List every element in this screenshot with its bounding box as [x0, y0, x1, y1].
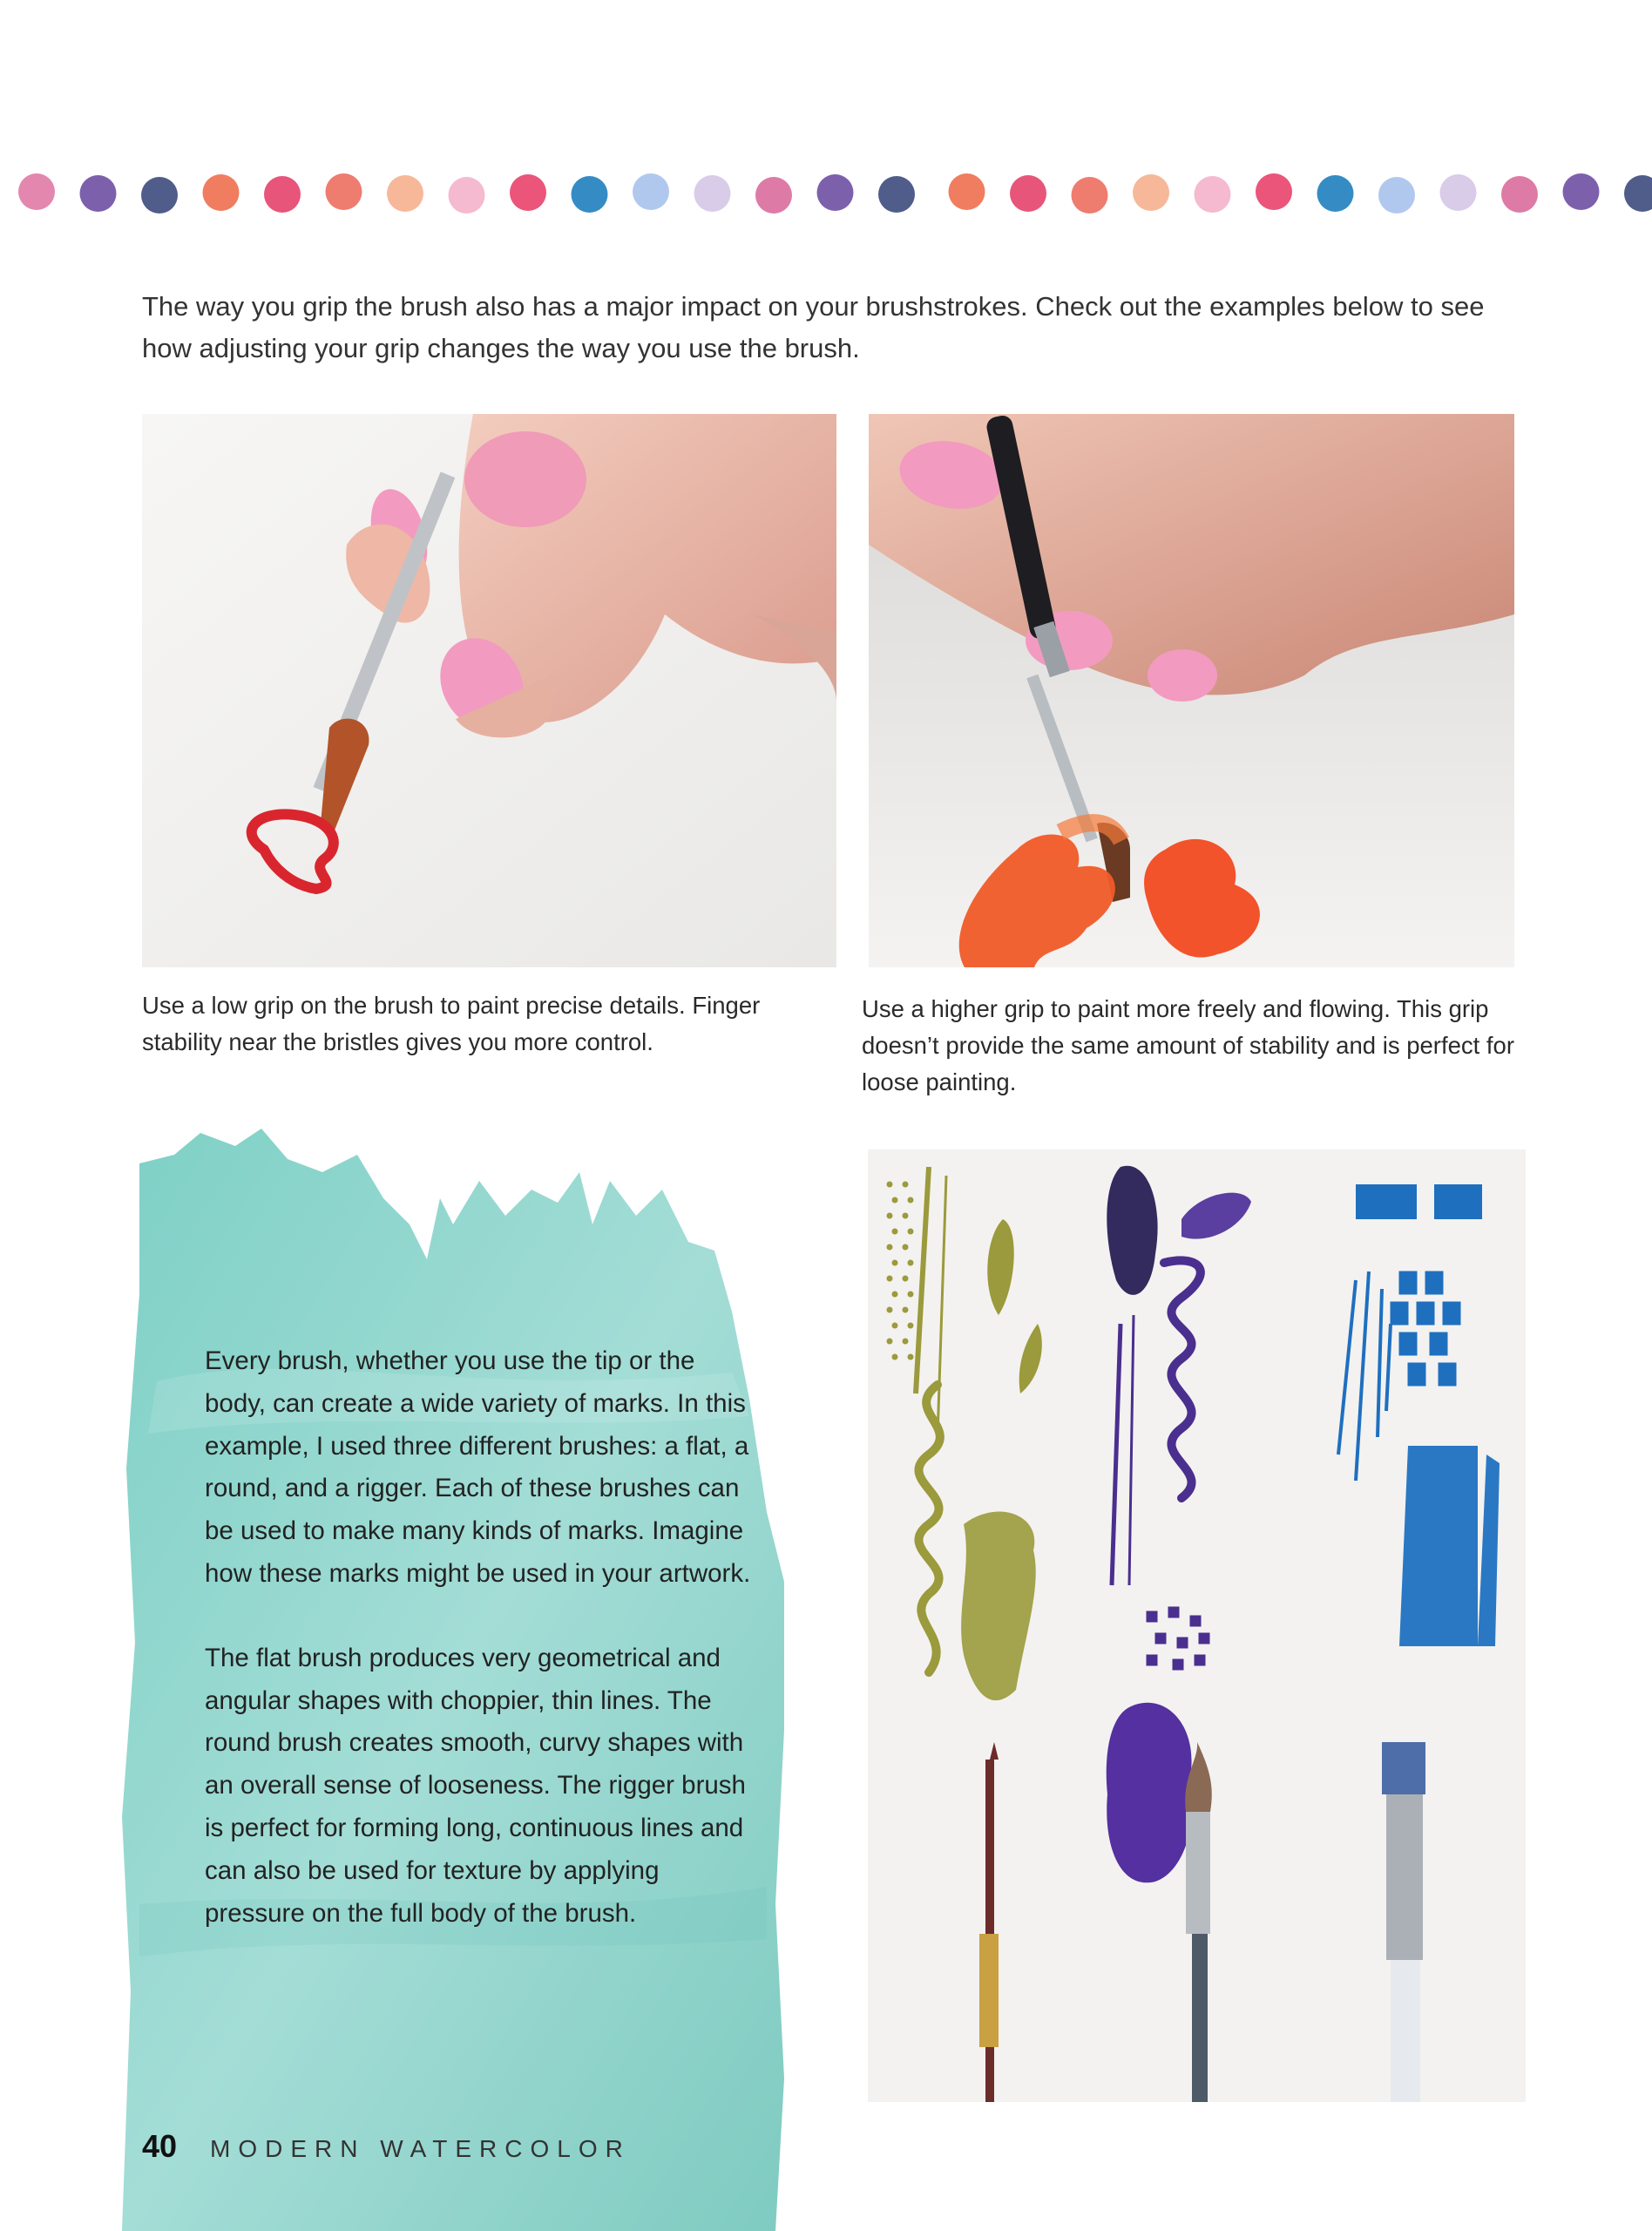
- olive-texture-dot: [887, 1339, 892, 1344]
- page-footer: [142, 2128, 631, 2172]
- olive-texture-dot: [908, 1323, 913, 1328]
- palette-dot: [203, 174, 240, 211]
- palette-dot: [510, 174, 546, 211]
- low-grip-caption: Use a low grip on the brush to paint precise details. Finger stability near the bristles gives you more control.: [142, 992, 761, 1055]
- olive-texture-dot: [903, 1276, 908, 1281]
- palette-dot: [633, 173, 669, 210]
- olive-texture-dot: [903, 1213, 908, 1218]
- purple-dab: [1147, 1611, 1157, 1622]
- palette-dot: [326, 173, 362, 210]
- palette-dot: [141, 177, 178, 214]
- palette-dot: [1440, 174, 1477, 211]
- palette-dot: [1378, 177, 1415, 214]
- palette-dot: [949, 173, 985, 210]
- purple-dab: [1155, 1633, 1166, 1644]
- palette-dots-graphic: [0, 166, 1652, 227]
- body-paragraph-1: Every brush, whether you use the tip or the body, can create a wide variety of marks. In this example, I used three different brushes: a flat, a round, and a rigger. Each of these brushes can be used to make many kinds of marks. Imagine how these marks might be used in your artwork.: [205, 1346, 751, 1588]
- brush-marks-text: [205, 1340, 762, 1977]
- palette-dot: [817, 174, 854, 211]
- palette-dot: [18, 173, 55, 210]
- palette-dot: [1010, 175, 1046, 212]
- olive-texture-dot: [892, 1292, 897, 1297]
- palette-dot: [1563, 173, 1600, 210]
- blue-square-mark: [1430, 1332, 1447, 1355]
- purple-dab: [1177, 1638, 1188, 1648]
- purple-dab: [1199, 1633, 1209, 1644]
- palette-dot: [755, 177, 792, 214]
- intro-paragraph: The way you grip the brush also has a major impact on your brushstrokes. Check out the examples below to see how adjusting your grip changes the way you use the brush.: [142, 291, 1485, 363]
- olive-texture-dot: [887, 1276, 892, 1281]
- blue-square-mark: [1443, 1302, 1460, 1325]
- olive-texture-dot: [892, 1197, 897, 1203]
- palette-dot: [1072, 177, 1108, 214]
- olive-texture-dot: [892, 1260, 897, 1265]
- blue-square-mark: [1408, 1363, 1425, 1386]
- olive-texture-dot: [908, 1292, 913, 1297]
- olive-texture-dot: [892, 1323, 897, 1328]
- olive-texture-dot: [887, 1307, 892, 1312]
- olive-texture-dot: [892, 1354, 897, 1360]
- palette-dot: [1624, 175, 1652, 212]
- palette-dot: [449, 177, 485, 214]
- palette-dot: [1256, 173, 1292, 210]
- olive-texture-dot: [903, 1244, 908, 1250]
- purple-dab: [1195, 1655, 1205, 1665]
- olive-texture-dot: [887, 1213, 892, 1218]
- olive-texture-dot: [908, 1260, 913, 1265]
- olive-texture-dot: [887, 1182, 892, 1187]
- brush-marks-photo: [868, 1149, 1526, 2102]
- book-title: MODERN WATERCOLOR: [210, 2135, 631, 2162]
- olive-texture-dot: [903, 1339, 908, 1344]
- purple-dab: [1168, 1607, 1179, 1617]
- blue-square-mark: [1391, 1302, 1408, 1325]
- blue-square-mark: [1439, 1363, 1456, 1386]
- palette-dot: [694, 175, 731, 212]
- olive-texture-dot: [887, 1244, 892, 1250]
- palette-dot-row: [0, 166, 1652, 227]
- olive-texture-dot: [908, 1354, 913, 1360]
- palette-dot: [1501, 176, 1538, 213]
- palette-dot: [1195, 176, 1231, 213]
- palette-dot: [80, 175, 117, 212]
- purple-dab: [1147, 1655, 1157, 1665]
- olive-texture-dot: [903, 1182, 908, 1187]
- palette-dot: [572, 176, 608, 213]
- blue-square-mark: [1425, 1271, 1443, 1294]
- palette-dot: [264, 176, 301, 213]
- blue-square-mark: [1417, 1302, 1434, 1325]
- purple-dab: [1173, 1659, 1183, 1670]
- blue-square-mark: [1399, 1332, 1417, 1355]
- high-grip-caption: Use a higher grip to paint more freely and flowing. This grip doesn’t provide the same amount of stability and is perfect for loose painting.: [862, 995, 1515, 1095]
- blue-square-mark: [1399, 1271, 1417, 1294]
- olive-texture-dot: [892, 1229, 897, 1234]
- body-paragraph-2: The flat brush produces very geometrical and angular shapes with choppier, thin lines. The round brush creates smooth, curvy shapes with an overall sense of looseness. The rigger brush is perfect for forming long, continuous lines and can also be used for texture by applying pressure on the full body of the brush.: [205, 1643, 746, 1928]
- high-grip-photo: [869, 414, 1514, 967]
- olive-texture-dot: [908, 1229, 913, 1234]
- palette-dot: [1317, 175, 1354, 212]
- palette-dot: [1133, 174, 1169, 211]
- low-grip-photo: [142, 414, 836, 967]
- palette-dot: [878, 176, 915, 213]
- palette-dot: [387, 175, 423, 212]
- page-number: 40: [142, 2128, 178, 2164]
- olive-texture-dot: [903, 1307, 908, 1312]
- purple-dab: [1190, 1616, 1201, 1626]
- olive-texture-dot: [908, 1197, 913, 1203]
